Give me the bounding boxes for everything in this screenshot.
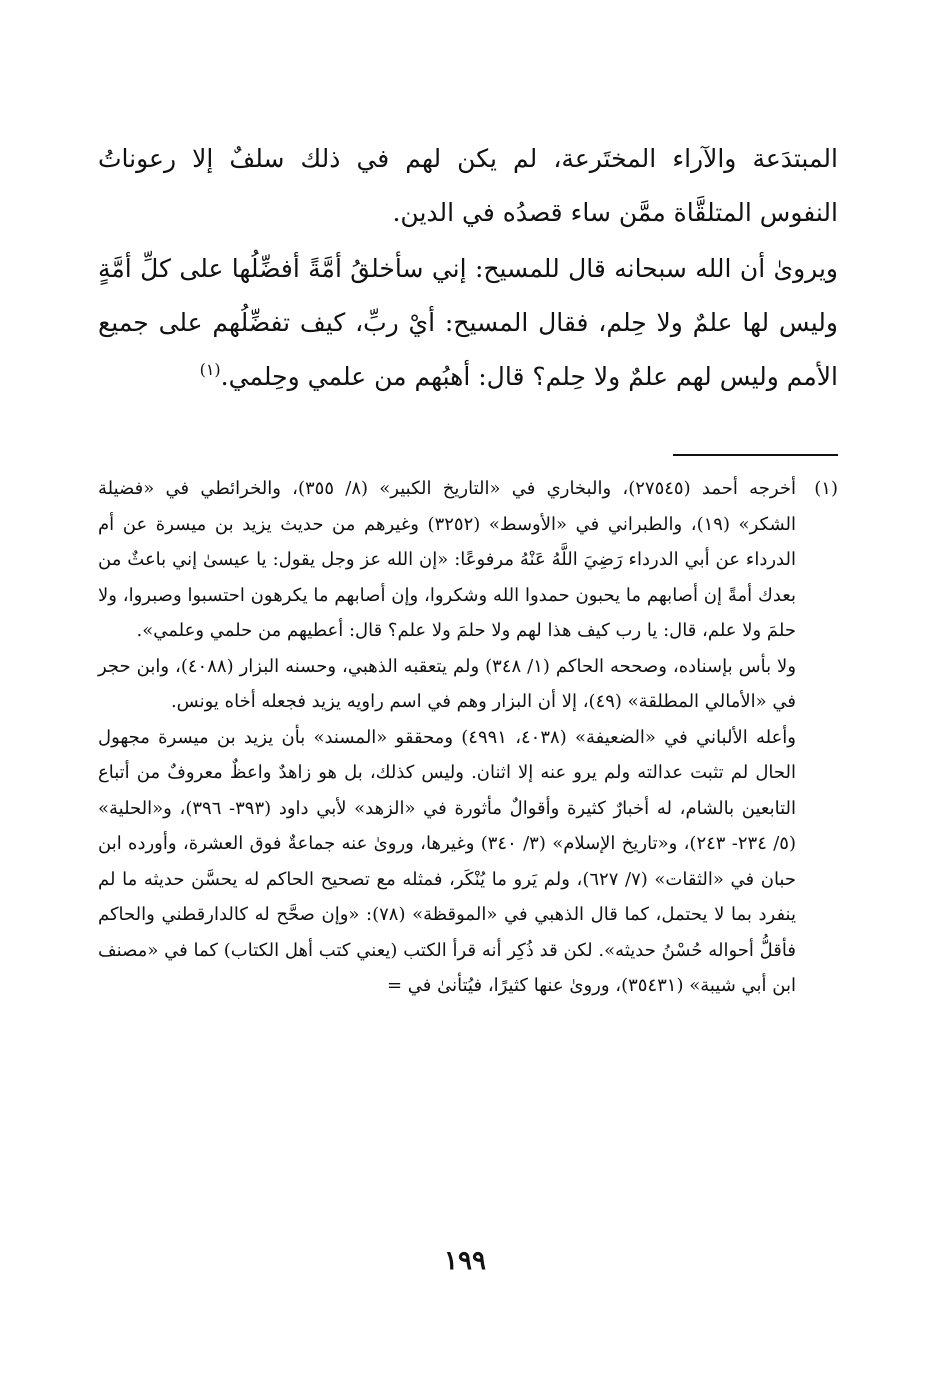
main-paragraph-2 — [98, 242, 838, 404]
footnotes — [98, 471, 838, 1004]
footnote-reference: (١) — [199, 360, 221, 379]
footnote-paragraph-2: ولا بأس بإسناده، وصححه الحاكم (١/ ٣٤٨) ولم يتعقبه الذهبي، وحسنه البزار (٤٠٨٨)، وابن حجر في «الأمالي المطلقة» (٤٩)، إلا أن البزار وهم في اسم راويه يزيد فجعله أخاه يونس. — [98, 655, 797, 712]
footnote-paragraph-1: أخرجه أحمد (٢٧٥٤٥)، والبخاري في «التاريخ الكبير» (٨/ ٣٥٥)، والخرائطي في «فضيلة الشكر» (١٩)، والطبراني في «الأوسط» (٣٢٥٢) وغيرهم من حديث يزيد بن ميسرة عن أم الدرداء عن أبي الدرداء رَضِيَ اللَّهُ عَنْهُ مرفوعًا: «إن الله عز وجل يقول: يا عيسىٰ إني باعثٌ من بعدك أمةً إن أصابهم ما يحبون حمدوا الله وشكروا، وإن أصابهم ما يكرهون احتسبوا وصبروا، ولا حلمَ ولا علم، قال: يا رب كيف هذا لهم ولا حلمَ ولا علم؟ قال: أعطيهم من حلمي وعلمي». — [98, 478, 796, 641]
footnote-separator — [673, 454, 838, 456]
main-paragraph-1 — [98, 132, 838, 240]
footnote-number: (١) — [814, 478, 838, 499]
footnote-paragraph-3: وأعله الألباني في «الضعيفة» (٤٠٣٨، ٤٩٩١) ومحققو «المسند» بأن يزيد بن ميسرة مجهول الحال لم تثبت عدالته ولم يرو عنه إلا اثنان. وليس كذلك، بل هو زاهدٌ واعظٌ معروفٌ من أتباع التابعين بالشام، له أخبارٌ كثيرة وأقوالٌ مأثورة في «الزهد» لأبي داود (٣٩٣- ٣٩٦)، و«الحلية» (٥/ ٢٣٤- ٢٤٣)، و«تاريخ الإسلام» (٣/ ٣٤٠) وغيرها، وروىٰ عنه جماعةٌ فوق العشرة، وأورده ابن حبان في «الثقات» (٧/ ٦٢٧)، ولم يَرو ما يُنْكَر، فمثله مع تصحيح الحاكم له يحسَّن حديثه ما لم ينفرد بما لا يحتمل، كما قال الذهبي في «الموقظة» (٧٨): «وإن صحَّح له كالدارقطني والحاكم فأقلُّ أحواله حُسْنُ حديثه». لكن قد ذُكِر أنه قرأ الكتب (يعني كتب أهل الكتاب) كما في «مصنف ابن أبي شيبة» (٣٥٤٣١)، وروىٰ عنها كثيرًا، فيُتأنىٰ في = — [98, 726, 796, 996]
main-paragraph-2-text: ويروىٰ أن الله سبحانه قال للمسيح: إني سأخلقُ أمَّةً أفضِّلُها على كلِّ أمَّةٍ وليس لها علمٌ ولا حِلم، فقال المسيح: أيْ ربِّ، كيف تفضِّلُهم على جميع الأمم وليس لهم علمٌ ولا حِلم؟ قال: أهبُهم من علمي وحِلمي. — [98, 254, 838, 391]
main-text — [98, 132, 838, 404]
footnote-1 — [98, 471, 838, 649]
page-number: ١٩٩ — [444, 1246, 486, 1276]
main-paragraph-1-text: المبتدَعة والآراء المختَرعة، لم يكن لهم في ذلك سلفٌ إلا رعوناتُ النفوس المتلقَّاة ممَّن ساء قصدُه في الدين. — [98, 144, 838, 227]
